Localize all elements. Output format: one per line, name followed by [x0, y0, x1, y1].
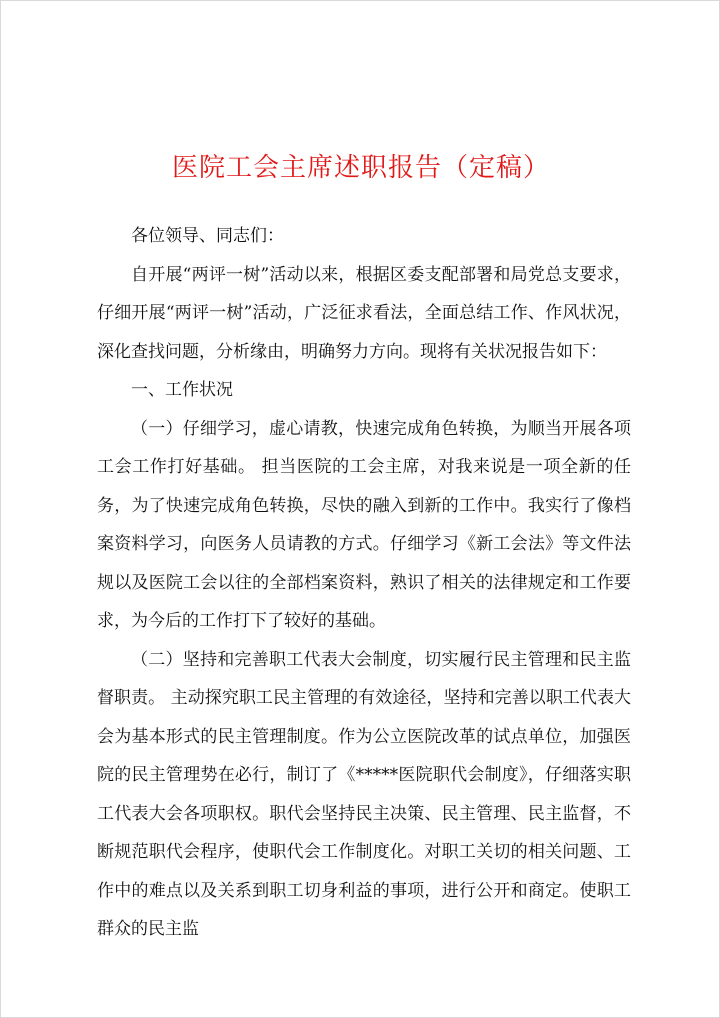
- body-paragraph-2: （二）坚持和完善职工代表大会制度，切实履行民主管理和民主监督职责。 主动探究职工民主管理的有效途径，坚持和完善以职工代表大会为基本形式的民主管理制度。作为公立医院改革的试点单位，加强医院的民主管理势在必行，制订了《*****医院职代会制度》，仔细落实职工代表大会各项职权。职代会坚持民主决策、民主管理、民主监督，不断规范职代会程序，使职代会工作制度化。对职工关切的相关问题、工作中的难点以及关系到职工切身利益的事项，进行公开和商定。使职工群众的民主监: [97, 649, 631, 939]
- salutation-paragraph: 各位领导、同志们：: [131, 226, 284, 246]
- section-heading: 一、工作状况: [131, 380, 233, 400]
- document-title: 医院工会主席述职报告（定稿）: [171, 153, 550, 183]
- body-paragraph-1: （一）仔细学习，虚心请教，快速完成角色转换，为顺当开展各项工会工作打好基础。 担当医院的工会主席，对我来说是一项全新的任务，为了快速完成角色转换，尽快的融入到新的工作中。我实行了像档案资料学习，向医务人员请教的方式。仔细学习《新工会法》等文件法规以及医院工会以往的全部档案资料，熟识了相关的法律规定和工作要求，为今后的工作打下了较好的基础。: [97, 418, 631, 631]
- intro-paragraph: 自开展“两评一树”活动以来，根据区委支配部署和局党总支要求，仔细开展“两评一树”活动，广泛征求看法，全面总结工作、作风状况，深化查找问题，分析缘由，明确努力方向。现将有关状况报告如下：: [97, 264, 631, 362]
- document-body: [97, 217, 631, 949]
